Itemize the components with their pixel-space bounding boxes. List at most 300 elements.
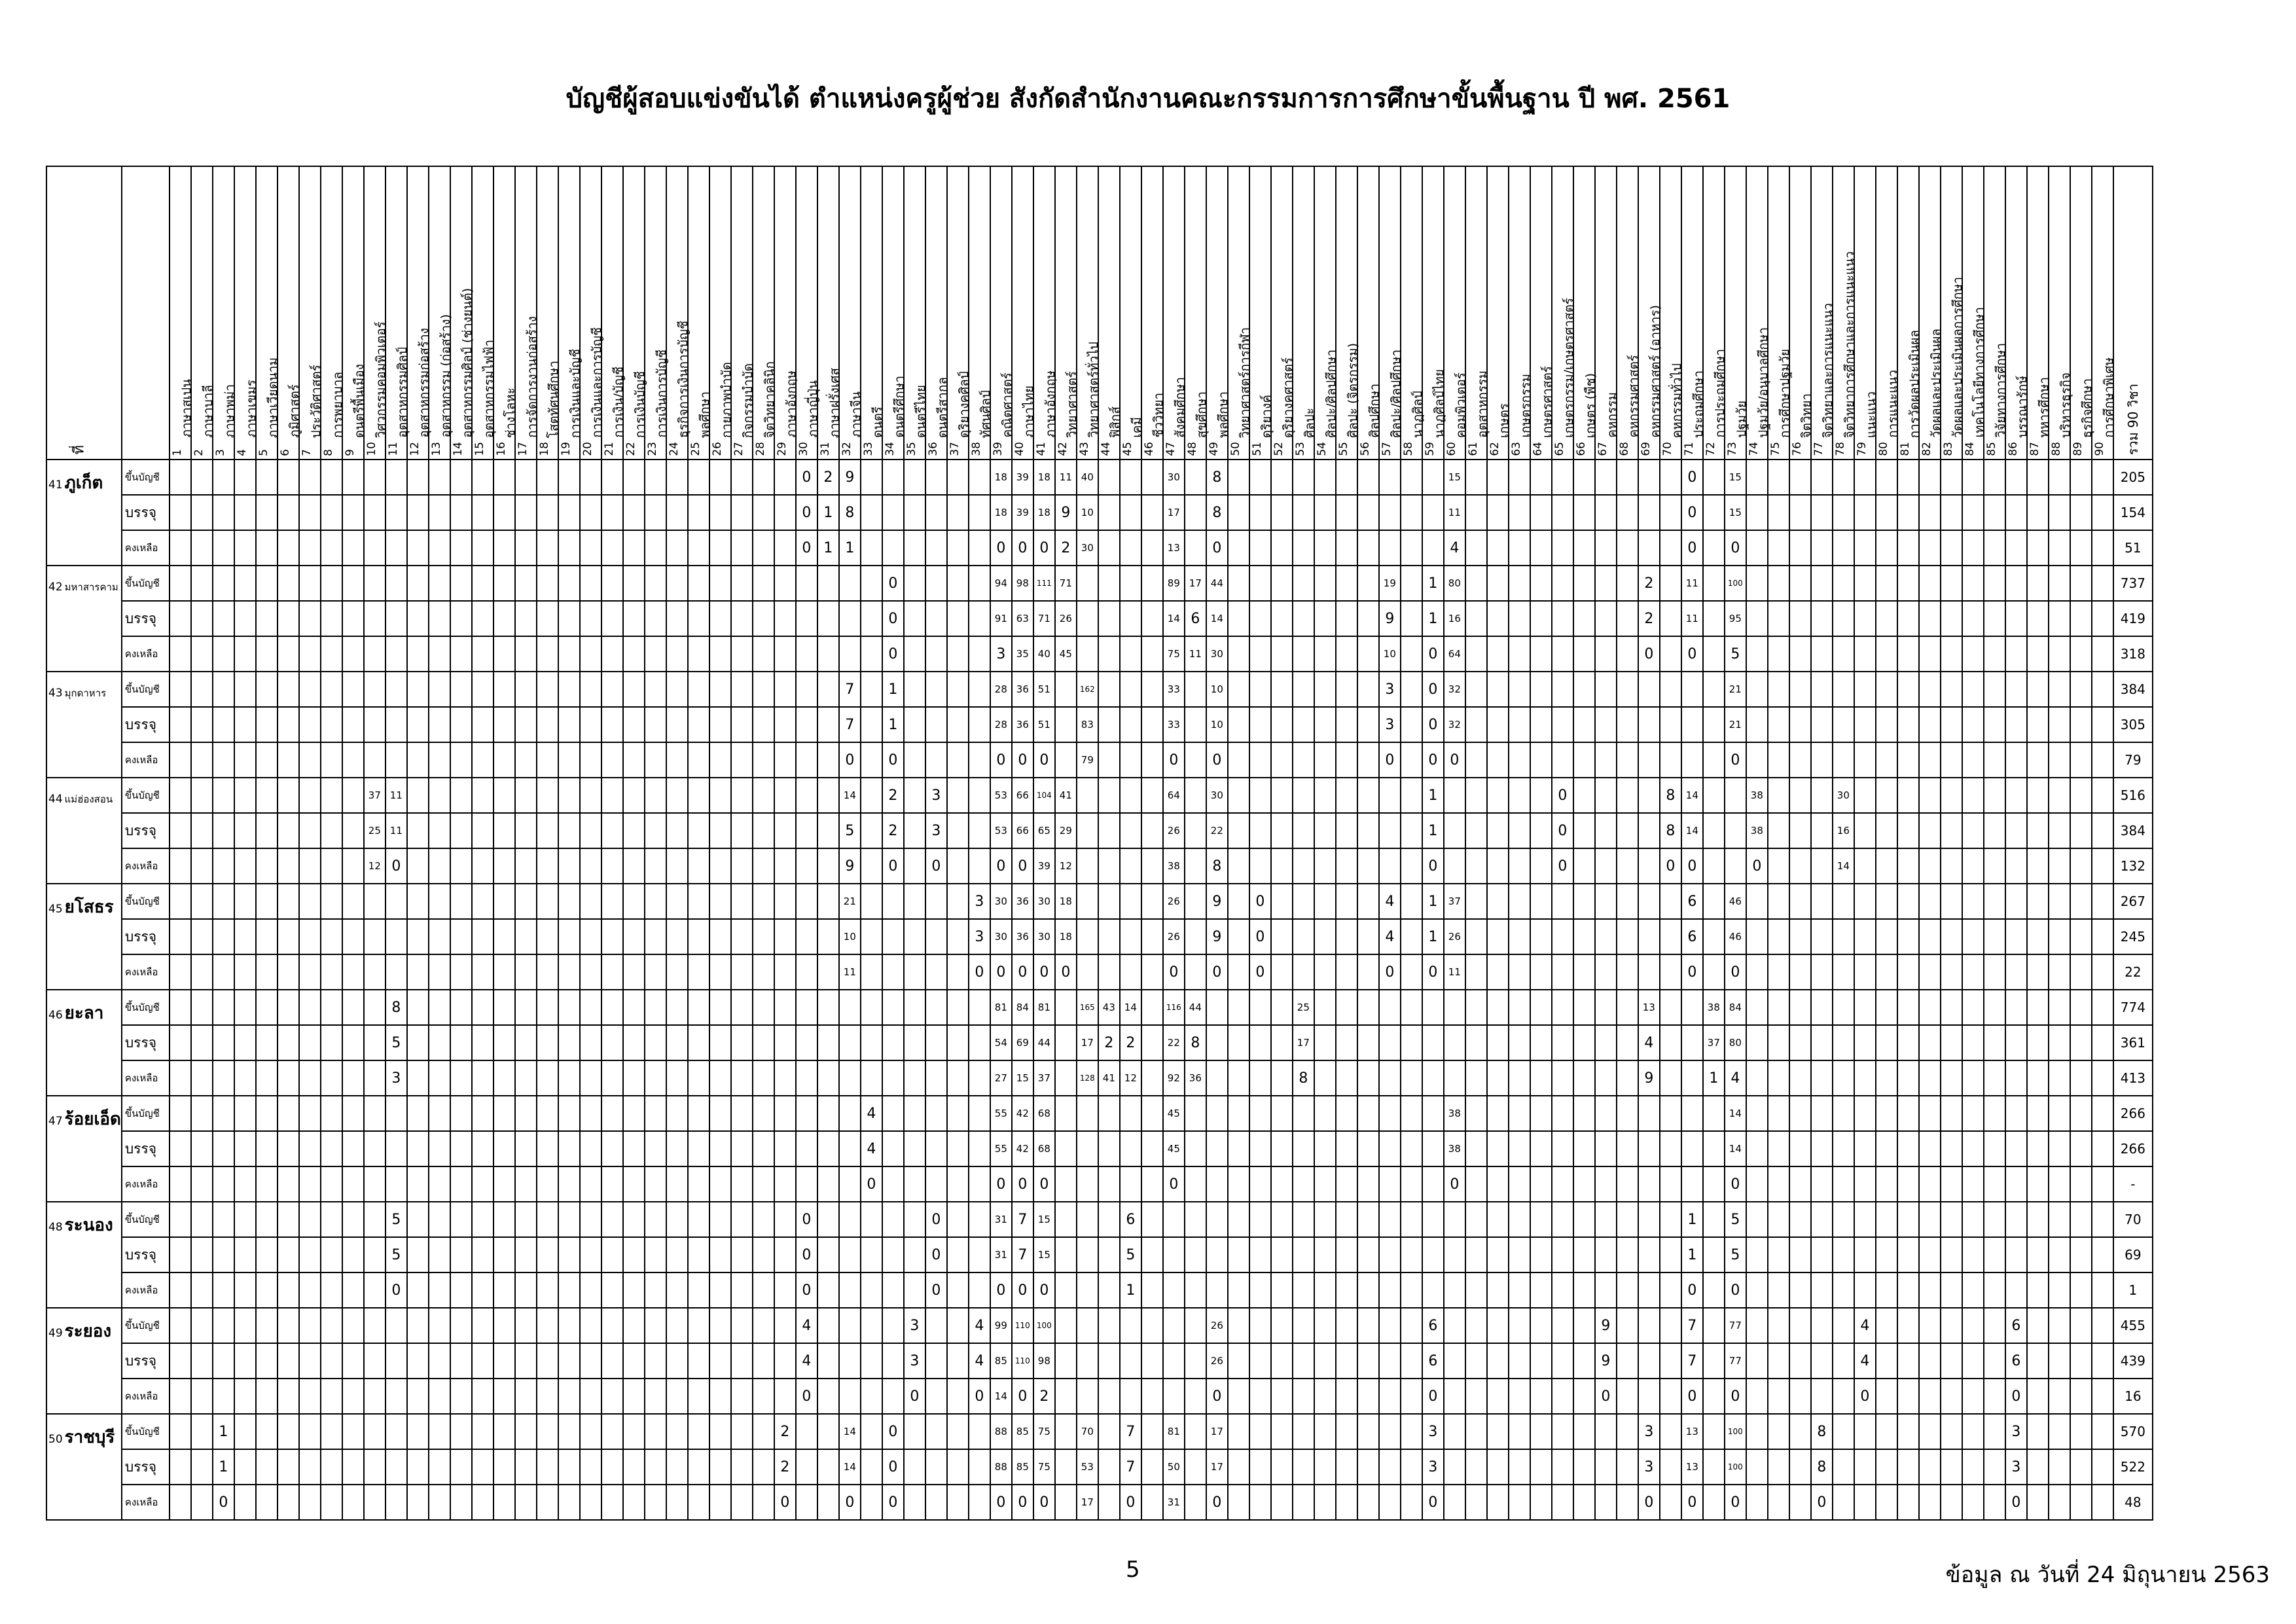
data-cell [1638,919,1660,954]
data-cell: 1 [1422,601,1444,636]
data-cell [234,530,256,566]
data-cell: 71 [1055,566,1077,601]
data-cell [1897,813,1919,848]
data-cell [2049,990,2070,1025]
data-cell [1163,1343,1185,1379]
data-cell [515,1166,537,1202]
data-cell: 0 [1444,1166,1465,1202]
data-cell: 0 [882,636,904,672]
subject-header [342,166,367,460]
subject-header [1595,166,1617,460]
data-cell: 0 [1854,1379,1876,1414]
data-cell: 3 [1422,1449,1444,1485]
data-cell [839,990,861,1025]
data-cell [170,1379,191,1414]
data-cell: 2 [774,1449,796,1485]
data-cell [1098,919,1120,954]
data-cell [321,919,342,954]
data-cell: 3 [1638,1449,1660,1485]
data-cell [904,742,925,778]
data-cell [861,990,882,1025]
row-total: 570 [2113,1414,2153,1449]
data-cell: 38 [1703,990,1725,1025]
data-cell [1897,1237,1919,1272]
data-cell [666,1060,688,1096]
table-row [46,1485,2153,1520]
data-cell [1444,1202,1465,1237]
data-cell [170,495,191,530]
data-cell [537,884,558,919]
data-cell [1357,742,1379,778]
subject-header [472,166,496,460]
data-cell [472,990,493,1025]
data-cell: 3 [904,1343,925,1379]
data-cell [1962,1449,1984,1485]
data-cell [1617,954,1638,990]
subject-name: อุตสาหกรรมศิลป์ (ช่างยนต์) [459,288,475,438]
data-cell [753,1202,774,1237]
data-cell: 8 [1206,460,1228,495]
data-cell: 84 [1012,990,1033,1025]
data-cell: 0 [1379,742,1401,778]
data-cell [1141,1025,1163,1060]
data-cell [1185,1449,1206,1485]
data-cell [1228,919,1249,954]
data-cell [191,460,213,495]
data-cell [1228,1414,1249,1449]
data-cell [969,848,990,884]
data-cell [731,1060,753,1096]
province-cell [46,1414,122,1520]
data-cell [882,1096,904,1131]
data-cell: 69 [1012,1025,1033,1060]
data-cell [1357,707,1379,742]
data-cell [904,884,925,919]
subject-header [1876,166,1900,460]
data-cell [1487,601,1509,636]
data-cell [1941,1449,1962,1485]
province-name: ภูเก็ต [64,473,103,493]
data-cell [342,1485,364,1520]
data-cell [191,884,213,919]
data-cell [645,601,666,636]
row-type-label: คงเหลือ [122,848,170,884]
data-cell [666,636,688,672]
data-cell [1336,813,1357,848]
data-cell [2005,530,2027,566]
data-cell [861,1272,882,1308]
data-cell [386,1308,407,1343]
data-cell [839,1096,861,1131]
subject-header [774,166,796,460]
data-cell [1876,990,1897,1025]
data-cell: 0 [1033,1272,1055,1308]
data-cell [191,1060,213,1096]
data-cell [1789,1485,1811,1520]
index-header [46,166,122,460]
data-cell [472,813,493,848]
data-cell: 0 [990,848,1012,884]
data-cell [1984,813,2005,848]
data-cell [1638,1166,1660,1202]
subject-name: จิตวิทยาการศึกษาและการแนะแนว [1842,251,1857,438]
data-cell [709,848,731,884]
data-cell [2092,1272,2113,1308]
data-cell [170,636,191,672]
data-cell [1293,1414,1314,1449]
data-cell [709,954,731,990]
data-cell [1271,1379,1293,1414]
subject-number: 84 [1963,442,1977,456]
data-cell [2070,1414,2092,1449]
data-cell [558,460,580,495]
data-cell [1357,813,1379,848]
data-cell [1919,1237,1941,1272]
subject-number: 28 [753,442,767,456]
table-row [46,742,2153,778]
data-cell [947,1166,969,1202]
data-cell [170,1237,191,1272]
subject-header [1487,166,1509,460]
data-cell [796,1025,817,1060]
data-cell [1768,813,1789,848]
subject-number: 13 [429,442,443,456]
data-cell [1833,1343,1854,1379]
data-cell [774,1237,796,1272]
row-type-label: บรรจุ [122,601,170,636]
data-cell [1897,495,1919,530]
data-cell [386,884,407,919]
row-total: 22 [2113,954,2153,990]
data-cell [1293,707,1314,742]
subject-header [904,166,928,460]
data-cell [386,1414,407,1449]
data-cell [645,495,666,530]
data-cell [1897,954,1919,990]
data-cell [2005,1060,2027,1096]
data-cell [429,460,450,495]
subject-number: 89 [2071,442,2085,456]
data-cell [1962,460,1984,495]
data-cell [1314,1449,1336,1485]
data-cell: 1 [839,530,861,566]
data-cell [450,813,472,848]
subject-header [925,166,950,460]
data-cell [1595,530,1617,566]
data-cell: 51 [1033,672,1055,707]
subject-header [1271,166,1293,460]
data-cell [1833,566,1854,601]
data-cell [925,1096,947,1131]
data-cell [472,1343,493,1379]
data-cell: 0 [1422,636,1444,672]
subject-number: 12 [408,442,422,456]
data-cell [364,1379,386,1414]
data-cell [191,1237,213,1272]
data-cell [1185,1166,1206,1202]
data-cell [1876,460,1897,495]
data-cell [299,1308,321,1343]
data-cell [1962,954,1984,990]
data-cell [1509,1343,1530,1379]
data-cell [1876,778,1897,813]
data-cell: 0 [1012,1379,1033,1414]
data-cell: 0 [1725,954,1746,990]
data-cell [2049,742,2070,778]
data-cell [191,1096,213,1131]
data-cell [2070,1272,2092,1308]
data-cell: 8 [1660,813,1681,848]
data-cell [1984,566,2005,601]
data-cell [191,1308,213,1343]
data-cell [493,990,515,1025]
data-cell [256,460,278,495]
data-cell: 5 [1725,1202,1746,1237]
data-cell [1185,778,1206,813]
data-cell [342,1272,364,1308]
data-cell [1984,460,2005,495]
subject-name: อุตสาหกรรม (ก่อสร้าง) [438,314,453,438]
data-cell [1746,1060,1768,1096]
subject-header [364,166,386,460]
data-cell [2092,530,2113,566]
subject-name: คอมพิวเตอร์ [1453,372,1468,438]
row-type-label: คงเหลือ [122,1485,170,1520]
data-cell [1984,1025,2005,1060]
data-cell [2027,1025,2049,1060]
data-cell [1293,1166,1314,1202]
data-cell [1530,1025,1552,1060]
data-cell [1768,1166,1789,1202]
data-cell [623,1308,645,1343]
data-cell [256,672,278,707]
data-cell [601,1096,623,1131]
data-cell [1573,495,1595,530]
data-cell [839,1379,861,1414]
data-cell [2070,1131,2092,1166]
data-cell [2092,601,2113,636]
data-cell [731,1202,753,1237]
subject-header [450,166,475,460]
data-cell [1444,1414,1465,1449]
subject-header [170,166,194,460]
data-cell [601,1237,623,1272]
data-cell: 8 [839,495,861,530]
data-cell [2092,636,2113,672]
data-cell: 18 [1033,460,1055,495]
data-cell [1293,1449,1314,1485]
data-cell [731,1025,753,1060]
data-cell [1077,1237,1098,1272]
data-cell [493,1166,515,1202]
data-cell [1120,672,1141,707]
data-cell [1271,1060,1293,1096]
data-cell [688,1343,709,1379]
data-cell: 0 [990,1485,1012,1520]
province-name: ยะลา [64,1003,104,1023]
data-cell [1379,848,1401,884]
subject-header [1120,166,1144,460]
data-cell: 66 [1012,778,1033,813]
subject-number: 15 [473,442,486,456]
data-cell [1854,636,1876,672]
data-cell [1336,919,1357,954]
subject-header [2049,166,2073,460]
data-cell [1228,1379,1249,1414]
table-row [46,1237,2153,1272]
data-cell [1055,1096,1077,1131]
data-cell [1984,707,2005,742]
data-cell [1530,990,1552,1025]
data-cell: 0 [882,1449,904,1485]
data-cell [1876,1308,1897,1343]
province-number: 46 [48,1009,63,1022]
row-total: 16 [2113,1379,2153,1414]
data-cell [688,813,709,848]
data-cell [299,1025,321,1060]
data-cell [1789,1237,1811,1272]
data-cell [904,495,925,530]
subject-name: การวัดผลประเมินผล [1907,329,1922,438]
data-cell [1984,990,2005,1025]
data-cell [1509,1272,1530,1308]
data-cell: 0 [882,742,904,778]
row-total: 51 [2113,530,2153,566]
page-number: 5 [1126,1557,1140,1583]
table-row [46,530,2153,566]
data-cell [1530,460,1552,495]
data-cell [969,495,990,530]
data-cell [1746,530,1768,566]
data-cell [1314,954,1336,990]
data-cell [1595,1202,1617,1237]
data-cell [580,1414,601,1449]
data-cell [1530,707,1552,742]
data-cell [1314,1485,1336,1520]
data-cell [2005,884,2027,919]
data-cell [1962,636,1984,672]
data-cell [472,1025,493,1060]
data-cell [213,884,234,919]
data-cell [817,778,839,813]
data-cell [1552,1060,1573,1096]
data-cell [1206,1202,1228,1237]
data-cell [256,1025,278,1060]
total-header-label: รวม 90 วิชา [2125,383,2141,455]
table-row [46,1166,2153,1202]
subject-header [1962,166,1984,460]
data-cell [969,742,990,778]
data-cell [1854,1485,1876,1520]
data-cell [1206,1096,1228,1131]
data-cell [623,990,645,1025]
data-cell [558,848,580,884]
data-cell [774,954,796,990]
data-cell: 0 [990,954,1012,990]
data-cell [817,884,839,919]
data-cell [2092,778,2113,813]
table-row [46,1096,2153,1131]
province-cell [46,778,122,884]
data-cell [580,813,601,848]
data-cell [645,742,666,778]
table-row [46,1131,2153,1166]
data-cell [753,1237,774,1272]
subject-name: ภาษาอังกฤษ [783,370,798,438]
data-cell [1595,954,1617,990]
data-cell [1509,566,1530,601]
data-cell [407,1272,429,1308]
data-cell [580,1202,601,1237]
data-cell [1357,1485,1379,1520]
data-cell [1077,813,1098,848]
row-total: 774 [2113,990,2153,1025]
data-cell: 44 [1206,566,1228,601]
data-cell [1185,954,1206,990]
data-cell [1768,460,1789,495]
subject-header [1141,166,1166,460]
data-cell [191,601,213,636]
data-cell [817,1308,839,1343]
data-cell [839,566,861,601]
data-cell: 28 [990,707,1012,742]
data-cell [1055,1237,1077,1272]
data-cell [861,1449,882,1485]
data-cell [1638,1343,1660,1379]
data-cell [969,672,990,707]
data-cell [1228,742,1249,778]
data-cell [1617,919,1638,954]
data-cell [472,884,493,919]
data-cell [1789,530,1811,566]
data-cell [170,1166,191,1202]
data-cell [1141,1237,1163,1272]
data-cell: 0 [1681,1272,1703,1308]
data-cell [1185,1237,1206,1272]
data-cell: 0 [796,1379,817,1414]
data-cell [882,1272,904,1308]
data-cell [925,601,947,636]
data-cell [2027,1237,2049,1272]
data-cell [2027,672,2049,707]
data-cell [191,848,213,884]
data-cell [1141,884,1163,919]
data-cell [1552,1166,1573,1202]
data-cell [1746,1131,1768,1166]
data-cell [1595,1414,1617,1449]
data-cell [2070,1060,2092,1096]
data-cell [1228,1166,1249,1202]
data-cell [342,672,364,707]
data-cell [1919,813,1941,848]
data-cell: 4 [1854,1343,1876,1379]
data-cell [947,848,969,884]
data-cell [1897,1166,1919,1202]
data-cell: 77 [1725,1343,1746,1379]
data-cell [1552,495,1573,530]
data-cell [1336,1096,1357,1131]
data-cell [407,460,429,495]
data-cell [278,884,299,919]
data-cell [1573,566,1595,601]
data-cell [1638,1308,1660,1343]
data-cell [1854,848,1876,884]
data-cell [493,460,515,495]
data-cell [278,1096,299,1131]
data-cell [925,1485,947,1520]
province-cell [46,1308,122,1414]
subject-name: ภาษาเวียดนาม [265,357,280,438]
